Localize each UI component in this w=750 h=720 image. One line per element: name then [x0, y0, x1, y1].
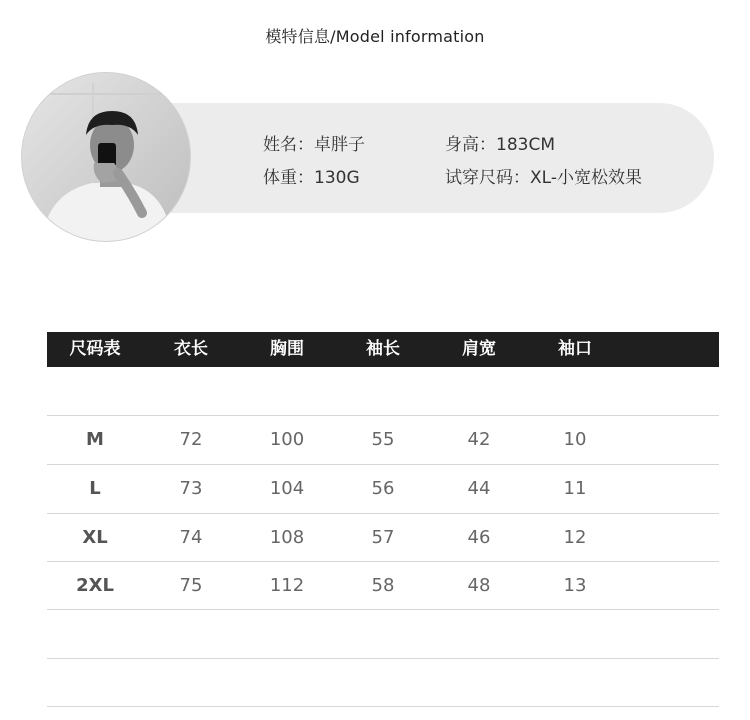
fit-size-value: XL-小宽松效果 [530, 168, 642, 188]
cell-length: 72 [179, 429, 203, 450]
name-value: 卓胖子 [314, 135, 365, 155]
cell-size: M [86, 429, 104, 450]
header-cuff: 袖口 [558, 339, 592, 359]
cell-cuff: 11 [563, 478, 587, 499]
cell-sleeve: 57 [371, 527, 395, 548]
table-row [47, 513, 719, 562]
cell-chest: 104 [269, 478, 305, 499]
size-table [47, 332, 719, 596]
cell-length: 74 [179, 527, 203, 548]
model-avatar [22, 73, 190, 241]
model-info-panel [150, 103, 714, 213]
fit-size-field [445, 163, 642, 188]
table-row [47, 561, 719, 610]
cell-shoulder: 46 [467, 527, 491, 548]
table-divider [47, 658, 719, 659]
header-length: 衣长 [174, 339, 208, 359]
header-size: 尺码表 [69, 339, 121, 359]
cell-length: 75 [179, 575, 203, 596]
header-chest: 胸围 [270, 339, 304, 359]
table-divider [47, 706, 719, 707]
cell-sleeve: 58 [371, 575, 395, 596]
cell-sleeve: 55 [371, 429, 395, 450]
cell-size: 2XL [76, 575, 114, 596]
model-photo-icon [22, 73, 190, 241]
cell-cuff: 13 [563, 575, 587, 596]
size-table-header [47, 332, 719, 367]
cell-size: XL [82, 527, 108, 548]
header-sleeve: 袖长 [366, 339, 400, 359]
table-row [47, 464, 719, 513]
cell-shoulder: 48 [467, 575, 491, 596]
cell-length: 73 [179, 478, 203, 499]
weight-field [263, 163, 360, 188]
height-label: 身高： [445, 135, 496, 155]
cell-cuff: 10 [563, 429, 587, 450]
name-label: 姓名： [263, 135, 314, 155]
cell-cuff: 12 [563, 527, 587, 548]
table-row [47, 415, 719, 464]
name-field [263, 130, 365, 155]
cell-size: L [89, 478, 101, 499]
cell-shoulder: 42 [467, 429, 491, 450]
cell-shoulder: 44 [467, 478, 491, 499]
height-value: 183CM [496, 135, 555, 155]
weight-label: 体重： [263, 168, 314, 188]
height-field [445, 130, 555, 155]
table-divider [47, 609, 719, 610]
fit-size-label: 试穿尺码： [445, 168, 530, 188]
cell-chest: 112 [269, 575, 305, 596]
cell-sleeve: 56 [371, 478, 395, 499]
cell-chest: 100 [269, 429, 305, 450]
weight-value: 130G [314, 168, 360, 188]
cell-chest: 108 [269, 527, 305, 548]
page-title: 模特信息/Model information [265, 27, 485, 46]
header-shoulder: 肩宽 [462, 339, 496, 359]
